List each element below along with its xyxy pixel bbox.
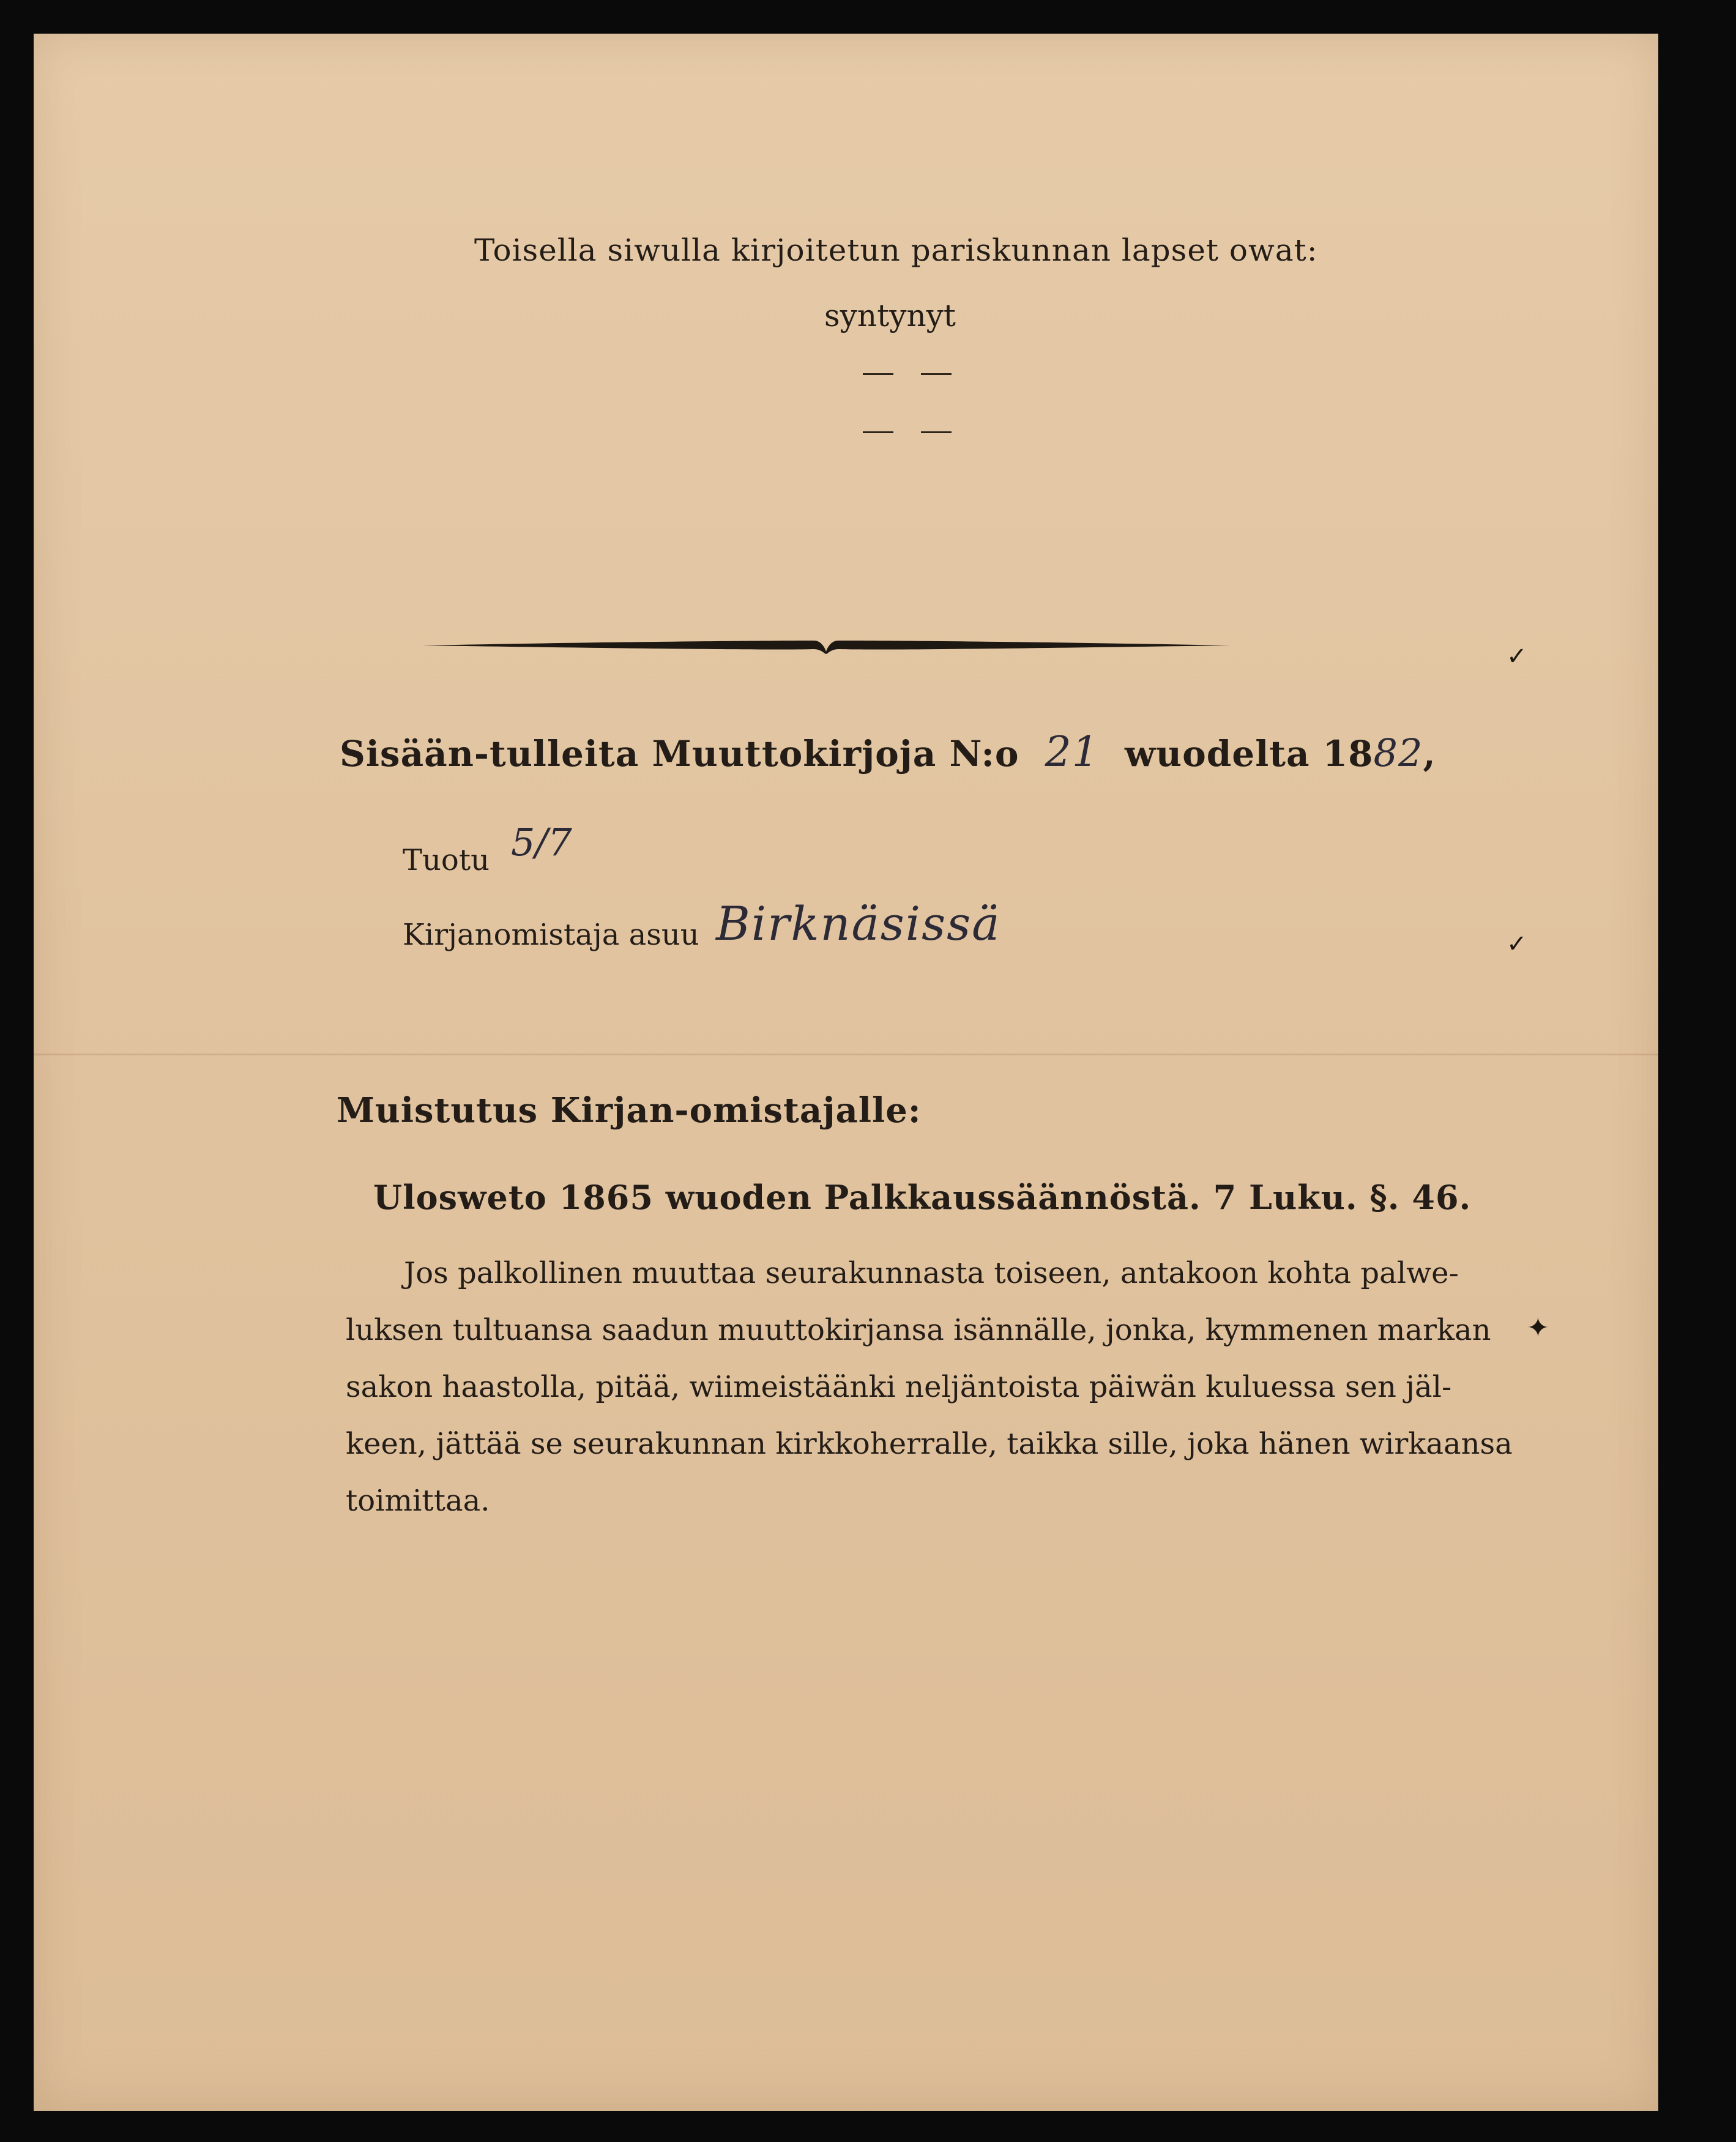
born-label: syntynyt bbox=[824, 298, 956, 333]
certificate-number: 21 bbox=[1045, 728, 1100, 776]
binding-mark: ✓ bbox=[1507, 930, 1527, 958]
tuotu-label: Tuotu bbox=[403, 843, 490, 877]
title-prefix: Sisään-tulleita Muuttokirjoja N:o bbox=[340, 733, 1019, 775]
blank-dash bbox=[863, 373, 893, 375]
paragraph-line: toimittaa. bbox=[346, 1484, 490, 1518]
title-suffix: , bbox=[1423, 733, 1436, 775]
paragraph-line: Jos palkollinen muuttaa seurakunnasta toiseen, antakoon kohta palwe- bbox=[404, 1256, 1459, 1290]
ornamental-divider bbox=[422, 627, 1230, 670]
binding-mark: ✓ bbox=[1507, 642, 1527, 671]
paragraph-line: luksen tultuansa saadun muuttokirjansa isännälle, jonka, kymmenen markan bbox=[346, 1313, 1491, 1347]
blank-dash bbox=[863, 431, 893, 433]
binding-mark: ✦ bbox=[1527, 1312, 1549, 1344]
owner-residence-label: Kirjanomistaja asuu bbox=[403, 918, 699, 952]
owner-residence-value: Birknäsissä bbox=[716, 896, 1001, 951]
children-header: Toisella siwulla kirjoitetun pariskunnan lapset owat: bbox=[474, 232, 1318, 268]
fold-crease bbox=[34, 1054, 1658, 1055]
blank-dash bbox=[921, 373, 952, 375]
paragraph-line: sakon haastolla, pitää, wiimeistäänki neljäntoista päiwän kuluessa sen jäl- bbox=[346, 1370, 1452, 1404]
reminder-paragraph bbox=[346, 1245, 1513, 1530]
certificate-year: 82 bbox=[1373, 731, 1423, 775]
reminder-heading: Muistutus Kirjan-omistajalle: bbox=[337, 1090, 922, 1131]
blank-dash bbox=[921, 431, 952, 433]
document-title bbox=[340, 728, 1436, 776]
reminder-subheading: Ulosweto 1865 wuoden Palkkaussäännöstä. 7 Luku. §. 46. bbox=[373, 1178, 1472, 1217]
document-page bbox=[34, 34, 1658, 2111]
paragraph-line: keen, jättää se seurakunnan kirkkoherralle, taikka sille, joka hänen wirkaansa bbox=[346, 1427, 1513, 1461]
title-middle: wuodelta 18 bbox=[1124, 733, 1374, 775]
tuotu-date: 5/7 bbox=[511, 820, 572, 865]
